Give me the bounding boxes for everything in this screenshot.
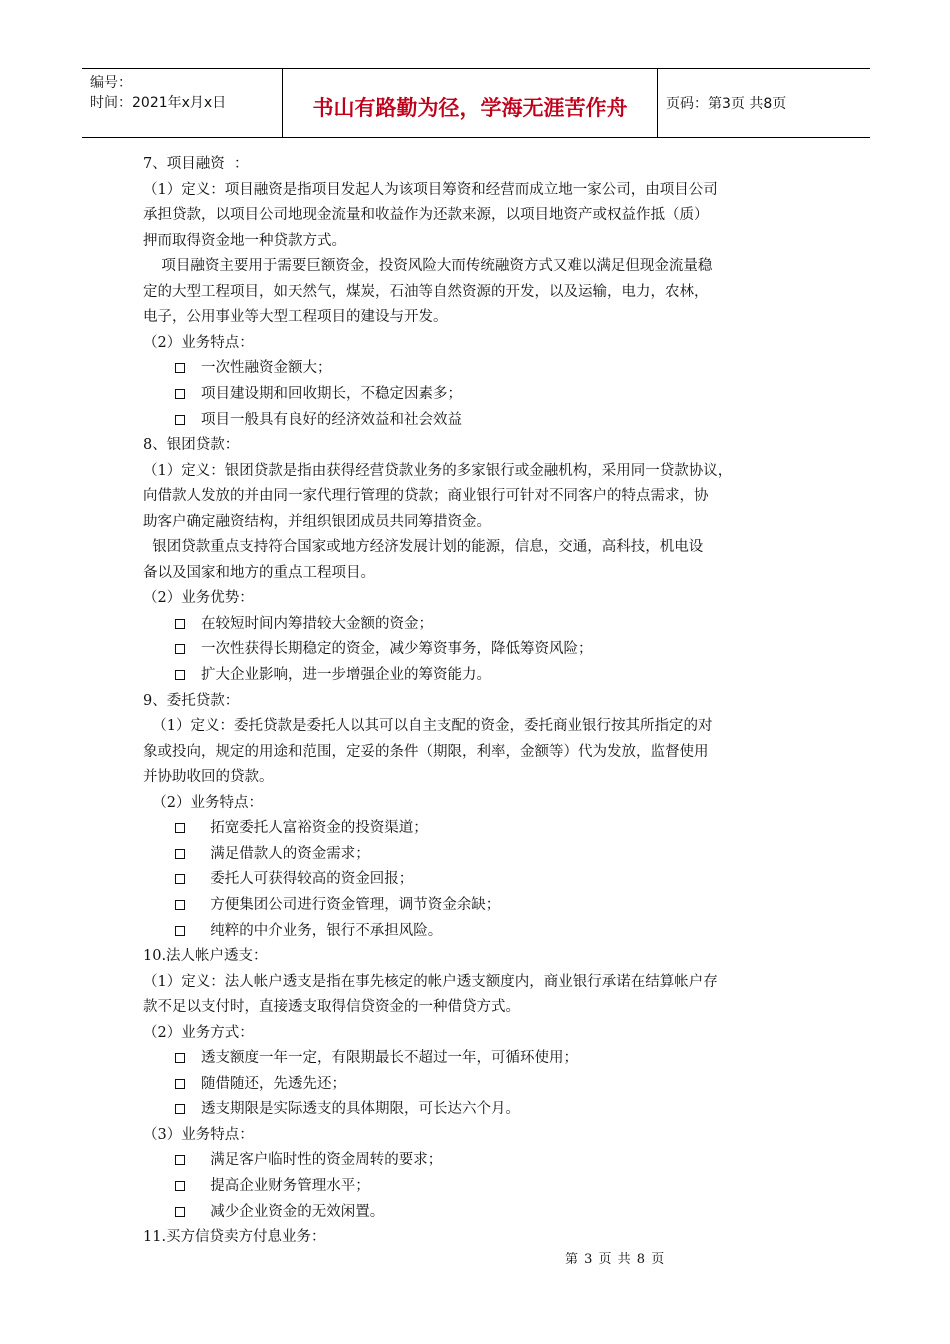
- paragraph-line: （1）定义：法人帐户透支是指在事先核定的帐户透支额度内，商业银行承诺在结算帐户存: [143, 973, 718, 990]
- paragraph-line: 押而取得资金地一种贷款方式。: [143, 232, 346, 249]
- list-item: [175, 895, 500, 915]
- list-item: [175, 869, 413, 889]
- paragraph-line: 11.买方信贷卖方付息业务：: [143, 1229, 326, 1246]
- paragraph-line: （2）业务特点：: [143, 794, 263, 811]
- paragraph-line: 银团贷款重点支持符合国家或地方经济发展计划的能源，信息，交通，高科技，机电设: [143, 539, 704, 556]
- paragraph-line: （2）业务方式：: [143, 1024, 254, 1041]
- list-item-text: 一次性融资金额大；: [201, 360, 332, 377]
- checkbox-bullet-icon: [175, 363, 185, 373]
- list-item: [175, 665, 491, 685]
- list-item: [175, 1048, 578, 1068]
- list-item-text: 满足借款人的资金需求；: [201, 845, 370, 862]
- checkbox-bullet-icon: [175, 389, 185, 399]
- paragraph-line: 象或投向，规定的用途和范围，定妥的条件（期限，利率，金额等）代为发放，监督使用: [143, 743, 709, 760]
- checkbox-bullet-icon: [175, 900, 185, 910]
- checkbox-bullet-icon: [175, 926, 185, 936]
- list-item: [175, 1202, 384, 1222]
- list-item-text: 项目建设期和回收期长，不稳定因素多；: [201, 385, 462, 402]
- paragraph-line: （1）定义：银团贷款是指由获得经营贷款业务的多家银行或金融机构，采用同一贷款协议，: [143, 462, 733, 479]
- paragraph-line: 向借款人发放的并由同一家代理行管理的贷款；商业银行可针对不同客户的特点需求，协: [143, 488, 709, 505]
- paragraph-line: （3）业务特点：: [143, 1126, 254, 1143]
- list-item-text: 在较短时间内筹措较大金额的资金；: [201, 615, 433, 632]
- list-item: [175, 410, 462, 430]
- paragraph-line: 10.法人帐户透支：: [143, 948, 268, 965]
- paragraph-line: 款不足以支付时，直接透支取得信贷资金的一种借贷方式。: [143, 999, 520, 1016]
- list-item-text: 减少企业资金的无效闲置。: [201, 1203, 385, 1220]
- list-item: [175, 1074, 346, 1094]
- list-item-text: 委托人可获得较高的资金回报；: [201, 871, 414, 888]
- checkbox-bullet-icon: [175, 670, 185, 680]
- list-item-text: 满足客户临时性的资金周转的要求；: [201, 1152, 443, 1169]
- checkbox-bullet-icon: [175, 1104, 185, 1114]
- paragraph-line: 电子，公用事业等大型工程项目的建设与开发。: [143, 309, 448, 326]
- list-item: [175, 921, 442, 941]
- paragraph-line: 7、项目融资 ：: [143, 156, 249, 172]
- checkbox-bullet-icon: [175, 644, 185, 654]
- list-item-text: 拓宽委托人富裕资金的投资渠道；: [201, 820, 428, 837]
- paragraph-line: 并协助收回的贷款。: [143, 769, 274, 786]
- page-header: [82, 68, 870, 138]
- list-item: [175, 844, 370, 864]
- list-item: [175, 1099, 520, 1119]
- list-item-text: 一次性获得长期稳定的资金，减少筹资事务，降低筹资风险；: [201, 641, 593, 658]
- document-date-label: 时间：2021年x月x日: [90, 95, 227, 111]
- list-item-text: 提高企业财务管理水平；: [201, 1178, 370, 1194]
- paragraph-line: 8、银团贷款：: [143, 437, 240, 454]
- list-item-text: 项目一般具有良好的经济效益和社会效益: [201, 411, 462, 428]
- list-item: [175, 614, 433, 634]
- list-item-text: 扩大企业影响，进一步增强企业的筹资能力。: [201, 667, 491, 683]
- checkbox-bullet-icon: [175, 1181, 185, 1191]
- checkbox-bullet-icon: [175, 823, 185, 833]
- paragraph-line: （2）业务优势：: [143, 590, 254, 607]
- list-item-text: 透支期限是实际透支的具体期限，可长达六个月。: [201, 1101, 520, 1118]
- list-item: [175, 639, 593, 659]
- paragraph-line: （1）定义：项目融资是指项目发起人为该项目筹资和经营而成立地一家公司，由项目公司: [143, 181, 718, 198]
- checkbox-bullet-icon: [175, 1079, 185, 1089]
- paragraph-line: 9、委托贷款：: [143, 692, 240, 709]
- list-item-text: 方便集团公司进行资金管理，调节资金余缺；: [201, 896, 501, 913]
- paragraph-line: 备以及国家和地方的重点工程项目。: [143, 564, 375, 581]
- checkbox-bullet-icon: [175, 619, 185, 629]
- paragraph-line: 定的大型工程项目，如天然气，煤炭，石油等自然资源的开发，以及运输，电力，农林，: [143, 283, 709, 300]
- header-page-info: 页码：第3页 共8页: [666, 96, 787, 112]
- list-item-text: 纯粹的中介业务，银行不承担风险。: [201, 922, 443, 939]
- list-item: [175, 1176, 370, 1196]
- paragraph-line: （1）定义：委托贷款是委托人以其可以自主支配的资金，委托商业银行按其所指定的对: [143, 718, 713, 735]
- list-item: [175, 384, 462, 404]
- list-item: [175, 358, 332, 378]
- page-footer: 第 3 页 共 8 页: [565, 1252, 666, 1267]
- paragraph-line: 助客户确定融资结构，并组织银团成员共同筹措资金。: [143, 513, 491, 530]
- list-item: [175, 1150, 442, 1170]
- header-meta: [82, 69, 283, 137]
- list-item: [175, 818, 428, 838]
- paragraph-line: 项目融资主要用于需要巨额资金，投资风险大而传统融资方式又难以满足但现金流量稳: [143, 258, 713, 275]
- header-motto: 书山有路勤为径，学海无涯苦作舟: [283, 69, 658, 137]
- checkbox-bullet-icon: [175, 1207, 185, 1217]
- paragraph-line: 承担贷款，以项目公司地现金流量和收益作为还款来源，以项目地资产或权益作抵（质）: [143, 207, 709, 224]
- checkbox-bullet-icon: [175, 874, 185, 884]
- checkbox-bullet-icon: [175, 1155, 185, 1165]
- document-number-label: 编号：: [90, 75, 132, 91]
- list-item-text: 随借随还，先透先还；: [201, 1075, 346, 1092]
- list-item-text: 透支额度一年一定，有限期最长不超过一年，可循环使用；: [201, 1050, 578, 1067]
- checkbox-bullet-icon: [175, 1053, 185, 1063]
- checkbox-bullet-icon: [175, 849, 185, 859]
- paragraph-line: （2）业务特点：: [143, 334, 254, 351]
- checkbox-bullet-icon: [175, 415, 185, 425]
